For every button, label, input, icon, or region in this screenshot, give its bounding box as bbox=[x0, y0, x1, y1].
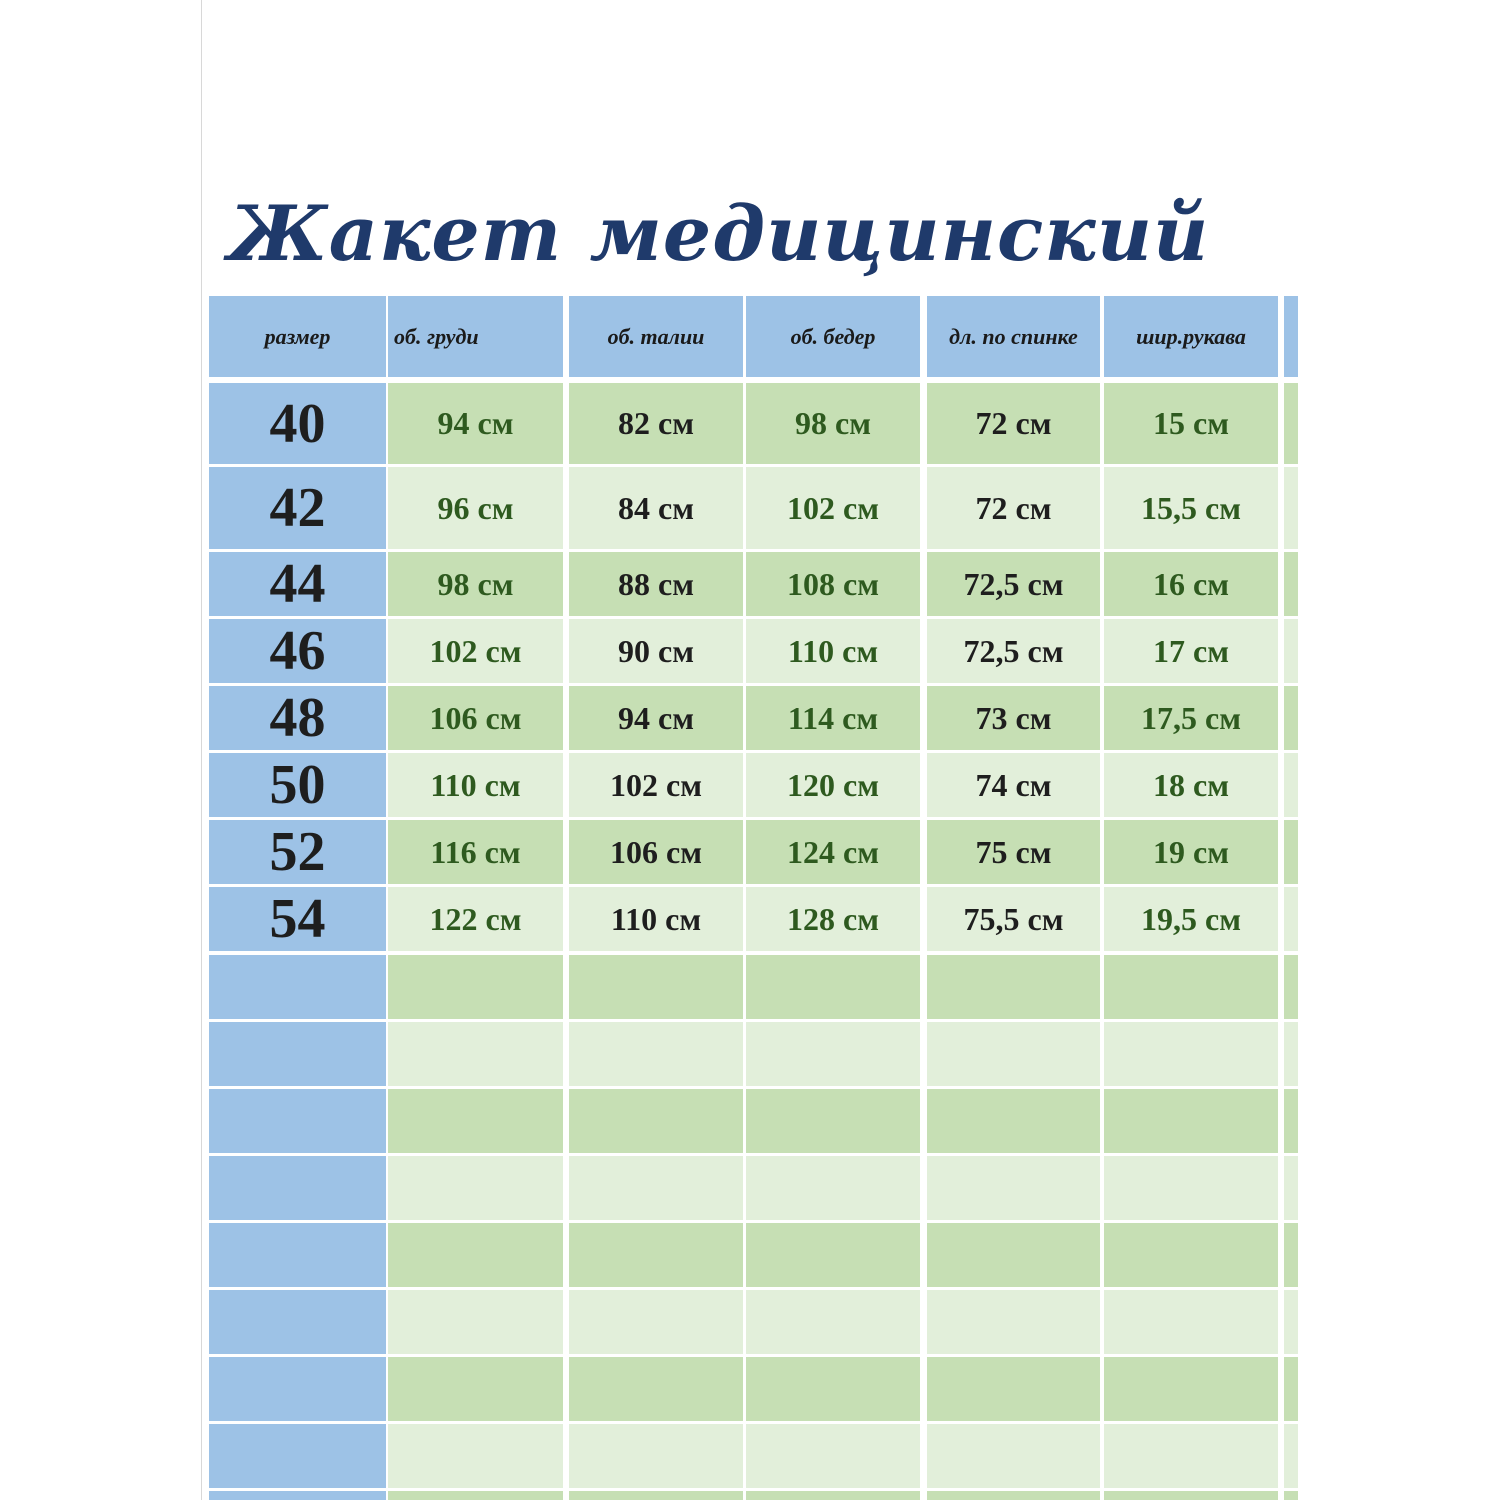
hips-cell: 128 см bbox=[746, 887, 920, 951]
partial-cell bbox=[1284, 619, 1298, 683]
empty-cell bbox=[927, 1290, 1100, 1354]
back-length-cell: 72,5 см bbox=[927, 619, 1100, 683]
empty-cell bbox=[1104, 1491, 1278, 1500]
chest-cell: 98 см bbox=[388, 552, 563, 616]
empty-cell bbox=[1104, 1424, 1278, 1488]
partial-cell bbox=[1284, 1424, 1298, 1488]
empty-cell bbox=[927, 955, 1100, 1019]
page-edge-line bbox=[201, 0, 202, 1500]
empty-cell bbox=[569, 1089, 743, 1153]
empty-cell bbox=[569, 1491, 743, 1500]
partial-cell bbox=[1284, 1089, 1298, 1153]
empty-table-row bbox=[209, 1424, 1298, 1488]
empty-cell bbox=[569, 1156, 743, 1220]
empty-cell bbox=[1104, 1223, 1278, 1287]
partial-cell bbox=[1284, 1290, 1298, 1354]
empty-cell bbox=[1104, 1089, 1278, 1153]
sleeve-width-cell: 16 см bbox=[1104, 552, 1278, 616]
empty-cell bbox=[569, 1290, 743, 1354]
empty-table-row bbox=[209, 955, 1298, 1019]
empty-cell bbox=[388, 1089, 563, 1153]
hips-cell: 102 см bbox=[746, 467, 920, 549]
empty-cell bbox=[569, 1223, 743, 1287]
empty-table-row bbox=[209, 1089, 1298, 1153]
chest-cell: 122 см bbox=[388, 887, 563, 951]
header-chest: об. груди bbox=[388, 296, 563, 377]
empty-cell bbox=[746, 1290, 920, 1354]
empty-cell bbox=[569, 955, 743, 1019]
hips-cell: 108 см bbox=[746, 552, 920, 616]
size-cell: 40 bbox=[209, 383, 386, 464]
back-length-cell: 72 см bbox=[927, 383, 1100, 464]
empty-cell bbox=[1104, 955, 1278, 1019]
table-row bbox=[209, 686, 1298, 750]
empty-cell bbox=[746, 1357, 920, 1421]
partial-cell bbox=[1284, 820, 1298, 884]
header-hips: об. бедер bbox=[746, 296, 920, 377]
empty-cell bbox=[927, 1424, 1100, 1488]
table-row bbox=[209, 887, 1298, 951]
size-cell bbox=[209, 955, 386, 1019]
hips-cell: 120 см bbox=[746, 753, 920, 817]
sleeve-width-cell: 17,5 см bbox=[1104, 686, 1278, 750]
waist-cell: 88 см bbox=[569, 552, 743, 616]
header-sleeve-width: шир.рукава bbox=[1104, 296, 1278, 377]
sleeve-width-cell: 15 см bbox=[1104, 383, 1278, 464]
empty-cell bbox=[388, 1491, 563, 1500]
partial-cell bbox=[1284, 552, 1298, 616]
chest-cell: 116 см bbox=[388, 820, 563, 884]
table-row bbox=[209, 820, 1298, 884]
waist-cell: 102 см bbox=[569, 753, 743, 817]
empty-cell bbox=[388, 1022, 563, 1086]
waist-cell: 90 см bbox=[569, 619, 743, 683]
partial-cell bbox=[1284, 753, 1298, 817]
size-cell bbox=[209, 1424, 386, 1488]
back-length-cell: 72,5 см bbox=[927, 552, 1100, 616]
size-cell: 50 bbox=[209, 753, 386, 817]
size-cell: 48 bbox=[209, 686, 386, 750]
empty-cell bbox=[746, 1022, 920, 1086]
empty-cell bbox=[927, 1089, 1100, 1153]
empty-cell bbox=[1104, 1156, 1278, 1220]
hips-cell: 110 см bbox=[746, 619, 920, 683]
page-title: Жакет медицинский bbox=[228, 189, 1210, 278]
header-back-length: дл. по спинке bbox=[927, 296, 1100, 377]
hips-cell: 98 см bbox=[746, 383, 920, 464]
empty-cell bbox=[927, 1156, 1100, 1220]
size-cell bbox=[209, 1290, 386, 1354]
size-cell: 46 bbox=[209, 619, 386, 683]
empty-cell bbox=[1104, 1290, 1278, 1354]
size-cell: 54 bbox=[209, 887, 386, 951]
empty-cell bbox=[927, 1491, 1100, 1500]
table-header-row bbox=[209, 296, 1298, 377]
empty-cell bbox=[569, 1424, 743, 1488]
partial-cell bbox=[1284, 1223, 1298, 1287]
empty-cell bbox=[388, 1223, 563, 1287]
waist-cell: 106 см bbox=[569, 820, 743, 884]
partial-cell bbox=[1284, 887, 1298, 951]
empty-cell bbox=[1104, 1022, 1278, 1086]
header-size: размер bbox=[209, 296, 386, 377]
partial-cell bbox=[1284, 1022, 1298, 1086]
table-row bbox=[209, 619, 1298, 683]
chest-cell: 106 см bbox=[388, 686, 563, 750]
empty-cell bbox=[746, 1424, 920, 1488]
empty-cell bbox=[388, 955, 563, 1019]
sleeve-width-cell: 18 см bbox=[1104, 753, 1278, 817]
size-cell bbox=[209, 1156, 386, 1220]
empty-cell bbox=[746, 1491, 920, 1500]
empty-table-row bbox=[209, 1022, 1298, 1086]
header-partial-column bbox=[1284, 296, 1298, 377]
back-length-cell: 72 см bbox=[927, 467, 1100, 549]
chest-cell: 96 см bbox=[388, 467, 563, 549]
size-cell bbox=[209, 1223, 386, 1287]
empty-cell bbox=[388, 1424, 563, 1488]
hips-cell: 124 см bbox=[746, 820, 920, 884]
table-row bbox=[209, 552, 1298, 616]
sleeve-width-cell: 15,5 см bbox=[1104, 467, 1278, 549]
partial-cell bbox=[1284, 1491, 1298, 1500]
size-cell: 52 bbox=[209, 820, 386, 884]
empty-cell bbox=[569, 1022, 743, 1086]
size-cell: 44 bbox=[209, 552, 386, 616]
partial-cell bbox=[1284, 383, 1298, 464]
waist-cell: 110 см bbox=[569, 887, 743, 951]
empty-cell bbox=[569, 1357, 743, 1421]
empty-cell bbox=[1104, 1357, 1278, 1421]
sleeve-width-cell: 17 см bbox=[1104, 619, 1278, 683]
empty-cell bbox=[746, 1223, 920, 1287]
empty-cell bbox=[927, 1223, 1100, 1287]
table-row bbox=[209, 383, 1298, 464]
chest-cell: 102 см bbox=[388, 619, 563, 683]
empty-table-row bbox=[209, 1290, 1298, 1354]
empty-cell bbox=[746, 1089, 920, 1153]
chest-cell: 94 см bbox=[388, 383, 563, 464]
header-waist: об. талии bbox=[569, 296, 743, 377]
empty-cell bbox=[388, 1156, 563, 1220]
empty-cell bbox=[746, 1156, 920, 1220]
waist-cell: 94 см bbox=[569, 686, 743, 750]
table-row bbox=[209, 467, 1298, 549]
size-cell bbox=[209, 1357, 386, 1421]
empty-table-row bbox=[209, 1156, 1298, 1220]
empty-cell bbox=[388, 1290, 563, 1354]
partial-cell bbox=[1284, 1357, 1298, 1421]
back-length-cell: 75 см bbox=[927, 820, 1100, 884]
sleeve-width-cell: 19,5 см bbox=[1104, 887, 1278, 951]
partial-cell bbox=[1284, 686, 1298, 750]
size-chart-table bbox=[209, 296, 1298, 1500]
empty-table-row bbox=[209, 1357, 1298, 1421]
chest-cell: 110 см bbox=[388, 753, 563, 817]
back-length-cell: 74 см bbox=[927, 753, 1100, 817]
partial-cell bbox=[1284, 1156, 1298, 1220]
hips-cell: 114 см bbox=[746, 686, 920, 750]
table-row bbox=[209, 753, 1298, 817]
size-cell bbox=[209, 1022, 386, 1086]
partial-cell bbox=[1284, 467, 1298, 549]
empty-cell bbox=[388, 1357, 563, 1421]
empty-cell bbox=[927, 1357, 1100, 1421]
empty-table-row bbox=[209, 1491, 1298, 1500]
empty-table-row bbox=[209, 1223, 1298, 1287]
empty-cell bbox=[927, 1022, 1100, 1086]
size-cell: 42 bbox=[209, 467, 386, 549]
partial-cell bbox=[1284, 955, 1298, 1019]
empty-cell bbox=[746, 955, 920, 1019]
sleeve-width-cell: 19 см bbox=[1104, 820, 1278, 884]
waist-cell: 84 см bbox=[569, 467, 743, 549]
waist-cell: 82 см bbox=[569, 383, 743, 464]
size-cell bbox=[209, 1491, 386, 1500]
back-length-cell: 75,5 см bbox=[927, 887, 1100, 951]
back-length-cell: 73 см bbox=[927, 686, 1100, 750]
size-cell bbox=[209, 1089, 386, 1153]
